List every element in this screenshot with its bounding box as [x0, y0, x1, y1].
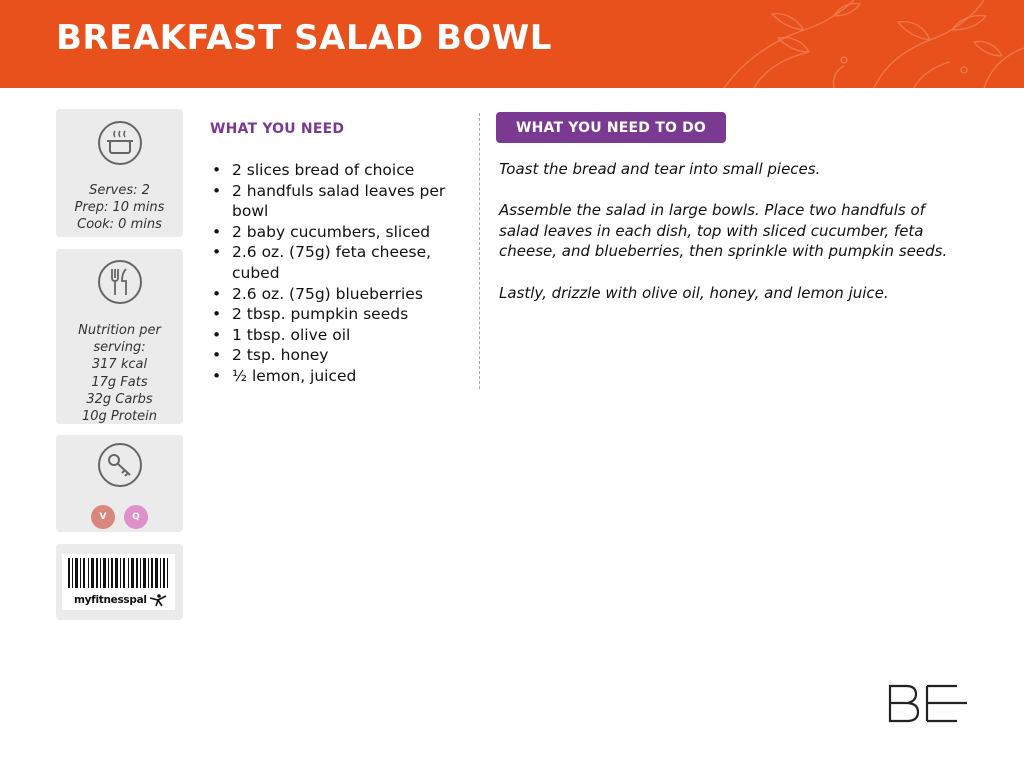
fork-knife-icon — [97, 259, 143, 305]
cook-time-line: Cook: 0 mins — [77, 217, 162, 233]
leaf-pattern-decoration — [684, 0, 1024, 88]
barcode-bars — [62, 554, 175, 594]
brand-logo — [887, 684, 969, 724]
calories-value: 317 kcal — [91, 357, 148, 373]
list-item: • 2.6 oz. (75g) feta cheese, cubed — [210, 242, 460, 283]
list-item: • ½ lemon, juiced — [210, 366, 460, 387]
prep-time-line: Prep: 10 mins — [74, 200, 165, 216]
barcode-card — [56, 544, 183, 620]
serves-info — [56, 182, 183, 234]
method-heading: WHAT YOU NEED TO DO — [496, 112, 726, 143]
nutrition-info — [56, 322, 183, 425]
diet-badges — [56, 505, 183, 529]
protein-value: 10g Protein — [81, 409, 157, 425]
nutrition-card — [56, 249, 183, 424]
cooking-pot-icon — [97, 120, 143, 166]
fats-value: 17g Fats — [91, 374, 148, 390]
carbs-value: 32g Carbs — [86, 391, 153, 407]
method-step: Lastly, drizzle with olive oil, honey, and lemon juice. — [499, 283, 889, 302]
list-item: • 2 handfuls salad leaves per bowl — [210, 181, 460, 222]
nutrition-label: Nutrition per — [78, 323, 161, 338]
list-item: • 2 tsp. honey — [210, 345, 460, 366]
barcode-icon[interactable] — [62, 554, 175, 610]
nutrition-label-2: serving: — [93, 340, 146, 356]
serves-line: Serves: 2 — [89, 183, 150, 198]
brand-logo-text: BE — [887, 684, 889, 685]
list-item: • 2.6 oz. (75g) blueberries — [210, 284, 460, 305]
vegetarian-badge: V — [91, 505, 115, 529]
key-icon — [97, 442, 143, 488]
list-item: • 1 tbsp. olive oil — [210, 325, 460, 346]
runner-figure-icon — [148, 592, 168, 608]
column-divider — [479, 113, 480, 389]
page-title: BREAKFAST SALAD BOWL — [56, 18, 552, 58]
method-steps — [499, 159, 949, 324]
list-item: • 2 slices bread of choice — [210, 160, 460, 181]
diet-key-card — [56, 435, 183, 532]
list-item: • 2 tbsp. pumpkin seeds — [210, 304, 460, 325]
list-item: • 2 baby cucumbers, sliced — [210, 222, 460, 243]
method-step: Assemble the salad in large bowls. Place two handfuls of salad leaves in each dish, top with sliced cucumber, feta cheese, and blueberries, then sprinkle with pumpkin seeds. — [499, 201, 948, 261]
serves-card — [56, 109, 183, 237]
quick-badge: Q — [124, 505, 148, 529]
ingredients-heading: WHAT YOU NEED — [210, 121, 345, 137]
myfitnesspal-label: myfitnesspal — [74, 594, 147, 606]
header-banner — [0, 0, 1024, 88]
ingredients-list — [210, 160, 460, 387]
method-step: Toast the bread and tear into small pieces. — [499, 160, 821, 178]
